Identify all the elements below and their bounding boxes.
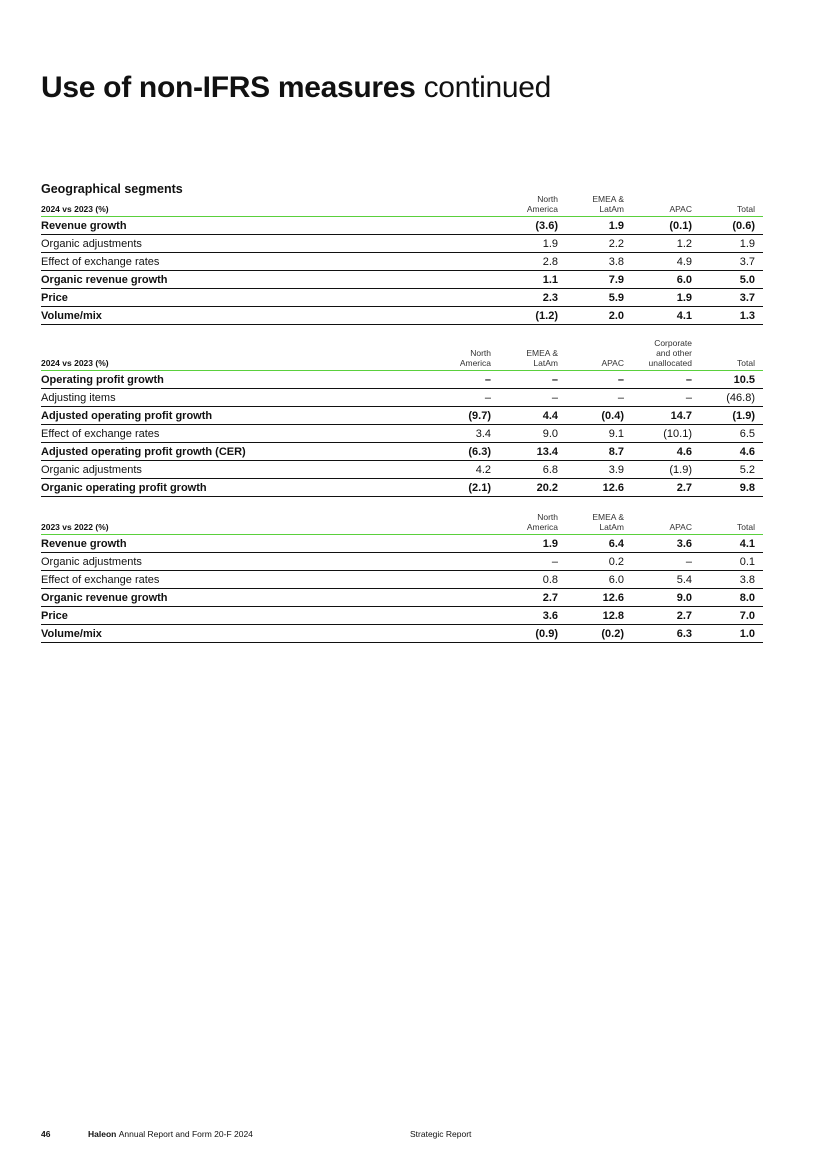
page-number: 46 (41, 1129, 51, 1139)
operating-profit-2024-table (41, 338, 763, 497)
cell-value: – (566, 371, 632, 389)
row-label: Adjusting items (41, 389, 434, 407)
cell-value: 6.0 (566, 571, 632, 589)
cell-value: – (501, 553, 566, 571)
table-row (41, 407, 763, 425)
cell-value: 0.8 (501, 571, 566, 589)
cell-value: 4.6 (632, 443, 700, 461)
cell-value: 4.1 (700, 535, 763, 553)
cell-value: 14.7 (632, 407, 700, 425)
column-header-line: and other (656, 348, 692, 358)
column-header-line: North (537, 194, 558, 204)
cell-value: – (499, 371, 566, 389)
cell-value: 2.7 (632, 607, 700, 625)
cell-value: 1.9 (632, 289, 700, 307)
cell-value: 3.7 (700, 289, 763, 307)
cell-value: 6.8 (499, 461, 566, 479)
column-header-line: LatAm (599, 204, 624, 214)
table-row (41, 607, 763, 625)
cell-value: 6.0 (632, 271, 700, 289)
table-row (41, 389, 763, 407)
cell-value: 0.1 (700, 553, 763, 571)
table-row (41, 443, 763, 461)
table-row (41, 371, 763, 389)
cell-value: 3.6 (632, 535, 700, 553)
cell-value: 5.9 (566, 289, 632, 307)
table-header (41, 512, 763, 535)
row-label: Organic adjustments (41, 553, 501, 571)
table-header (41, 194, 763, 217)
column-header (700, 338, 763, 371)
cell-value: 4.4 (499, 407, 566, 425)
column-header (700, 194, 763, 217)
cell-value: (46.8) (700, 389, 763, 407)
revenue-2024-table (41, 194, 763, 325)
column-header-line: LatAm (533, 358, 558, 368)
cell-value: 5.0 (700, 271, 763, 289)
row-label: Price (41, 289, 501, 307)
column-header (566, 338, 632, 371)
row-label: Organic revenue growth (41, 589, 501, 607)
cell-value: 9.1 (566, 425, 632, 443)
column-header-line: North (470, 348, 491, 358)
cell-value: 6.5 (700, 425, 763, 443)
cell-value: (0.1) (632, 217, 700, 235)
cell-value: 4.1 (632, 307, 700, 325)
cell-value: – (632, 553, 700, 571)
cell-value: 3.8 (700, 571, 763, 589)
table-row (41, 425, 763, 443)
cell-value: 5.4 (632, 571, 700, 589)
cell-value: 3.6 (501, 607, 566, 625)
column-header (566, 194, 632, 217)
table-row (41, 217, 763, 235)
column-header-line: LatAm (599, 522, 624, 532)
cell-value: 4.2 (434, 461, 499, 479)
cell-value: 1.2 (632, 235, 700, 253)
cell-value: – (632, 389, 700, 407)
table-row (41, 479, 763, 497)
column-header-line: EMEA & (592, 512, 624, 522)
cell-value: (10.1) (632, 425, 700, 443)
column-header-line: Total (737, 522, 755, 532)
cell-value: 2.2 (566, 235, 632, 253)
column-header-line: Corporate (654, 338, 692, 348)
row-label: Organic adjustments (41, 235, 501, 253)
row-label: Revenue growth (41, 535, 501, 553)
cell-value: (2.1) (434, 479, 499, 497)
cell-value: 2.7 (632, 479, 700, 497)
cell-value: 1.9 (700, 235, 763, 253)
cell-value: 2.0 (566, 307, 632, 325)
cell-value: 2.8 (501, 253, 566, 271)
cell-value: (9.7) (434, 407, 499, 425)
column-header (501, 194, 566, 217)
table-row (41, 589, 763, 607)
table-row (41, 461, 763, 479)
column-header-line: APAC (601, 358, 624, 368)
column-header-line: unallocated (648, 358, 692, 368)
column-header-line: APAC (669, 522, 692, 532)
column-header-line: America (526, 522, 558, 532)
table-row (41, 625, 763, 643)
cell-value: 12.6 (566, 479, 632, 497)
row-label: Organic operating profit growth (41, 479, 434, 497)
cell-value: 1.3 (700, 307, 763, 325)
period-label: 2024 vs 2023 (%) (41, 194, 501, 217)
column-header (434, 338, 499, 371)
column-header (501, 512, 566, 535)
cell-value: 2.7 (501, 589, 566, 607)
column-header-line: North (537, 512, 558, 522)
cell-value: 6.3 (632, 625, 700, 643)
cell-value: 1.9 (501, 235, 566, 253)
column-header-line: APAC (669, 204, 692, 214)
cell-value: (1.9) (700, 407, 763, 425)
cell-value: 9.8 (700, 479, 763, 497)
column-header-line: Total (737, 204, 755, 214)
cell-value: 9.0 (632, 589, 700, 607)
column-header (499, 338, 566, 371)
row-label: Volume/mix (41, 625, 501, 643)
cell-value: 1.9 (566, 217, 632, 235)
cell-value: 12.8 (566, 607, 632, 625)
cell-value: – (566, 389, 632, 407)
table-row (41, 289, 763, 307)
cell-value: – (434, 389, 499, 407)
column-header-line: EMEA & (592, 194, 624, 204)
revenue-2023-table (41, 512, 763, 643)
column-header-line: Total (737, 358, 755, 368)
row-label: Volume/mix (41, 307, 501, 325)
column-header (632, 512, 700, 535)
table-row (41, 235, 763, 253)
cell-value: (0.9) (501, 625, 566, 643)
page-title-rest: continued (415, 71, 552, 104)
row-label: Organic revenue growth (41, 271, 501, 289)
brand-name: Haleon (88, 1129, 117, 1139)
row-label: Adjusted operating profit growth (41, 407, 434, 425)
footer-brand (88, 1129, 253, 1139)
cell-value: 0.2 (566, 553, 632, 571)
cell-value: 6.4 (566, 535, 632, 553)
cell-value: 9.0 (499, 425, 566, 443)
cell-value: 2.3 (501, 289, 566, 307)
column-header-line: America (526, 204, 558, 214)
page-title (41, 68, 551, 108)
cell-value: (1.9) (632, 461, 700, 479)
cell-value: (0.4) (566, 407, 632, 425)
table-row (41, 571, 763, 589)
cell-value: 4.9 (632, 253, 700, 271)
table-row (41, 553, 763, 571)
cell-value: 8.7 (566, 443, 632, 461)
cell-value: (0.6) (700, 217, 763, 235)
cell-value: 10.5 (700, 371, 763, 389)
column-header (632, 194, 700, 217)
row-label: Effect of exchange rates (41, 571, 501, 589)
row-label: Adjusted operating profit growth (CER) (41, 443, 434, 461)
cell-value: 8.0 (700, 589, 763, 607)
cell-value: 3.4 (434, 425, 499, 443)
table-header (41, 338, 763, 371)
cell-value: 12.6 (566, 589, 632, 607)
period-label: 2023 vs 2022 (%) (41, 512, 501, 535)
cell-value: 4.6 (700, 443, 763, 461)
column-header (700, 512, 763, 535)
section-title: Geographical segments (41, 182, 183, 196)
cell-value: 1.1 (501, 271, 566, 289)
table-row (41, 535, 763, 553)
column-header (632, 338, 700, 371)
table-row (41, 271, 763, 289)
table-row (41, 253, 763, 271)
column-header (566, 512, 632, 535)
cell-value: 7.0 (700, 607, 763, 625)
table-row (41, 307, 763, 325)
cell-value: (3.6) (501, 217, 566, 235)
cell-value: 13.4 (499, 443, 566, 461)
row-label: Revenue growth (41, 217, 501, 235)
cell-value: (6.3) (434, 443, 499, 461)
cell-value: – (499, 389, 566, 407)
row-label: Operating profit growth (41, 371, 434, 389)
column-header-line: America (459, 358, 491, 368)
cell-value: 3.9 (566, 461, 632, 479)
period-label: 2024 vs 2023 (%) (41, 338, 434, 371)
cell-value: 1.0 (700, 625, 763, 643)
report-name: Annual Report and Form 20-F 2024 (118, 1129, 253, 1139)
row-label: Price (41, 607, 501, 625)
cell-value: – (434, 371, 499, 389)
footer-section: Strategic Report (410, 1129, 472, 1139)
cell-value: 20.2 (499, 479, 566, 497)
cell-value: (0.2) (566, 625, 632, 643)
cell-value: 3.7 (700, 253, 763, 271)
page-title-bold: Use of non-IFRS measures (41, 71, 416, 104)
cell-value: 7.9 (566, 271, 632, 289)
row-label: Effect of exchange rates (41, 425, 434, 443)
cell-value: 5.2 (700, 461, 763, 479)
column-header-line: EMEA & (526, 348, 558, 358)
cell-value: (1.2) (501, 307, 566, 325)
row-label: Organic adjustments (41, 461, 434, 479)
row-label: Effect of exchange rates (41, 253, 501, 271)
cell-value: 1.9 (501, 535, 566, 553)
cell-value: – (632, 371, 700, 389)
cell-value: 3.8 (566, 253, 632, 271)
